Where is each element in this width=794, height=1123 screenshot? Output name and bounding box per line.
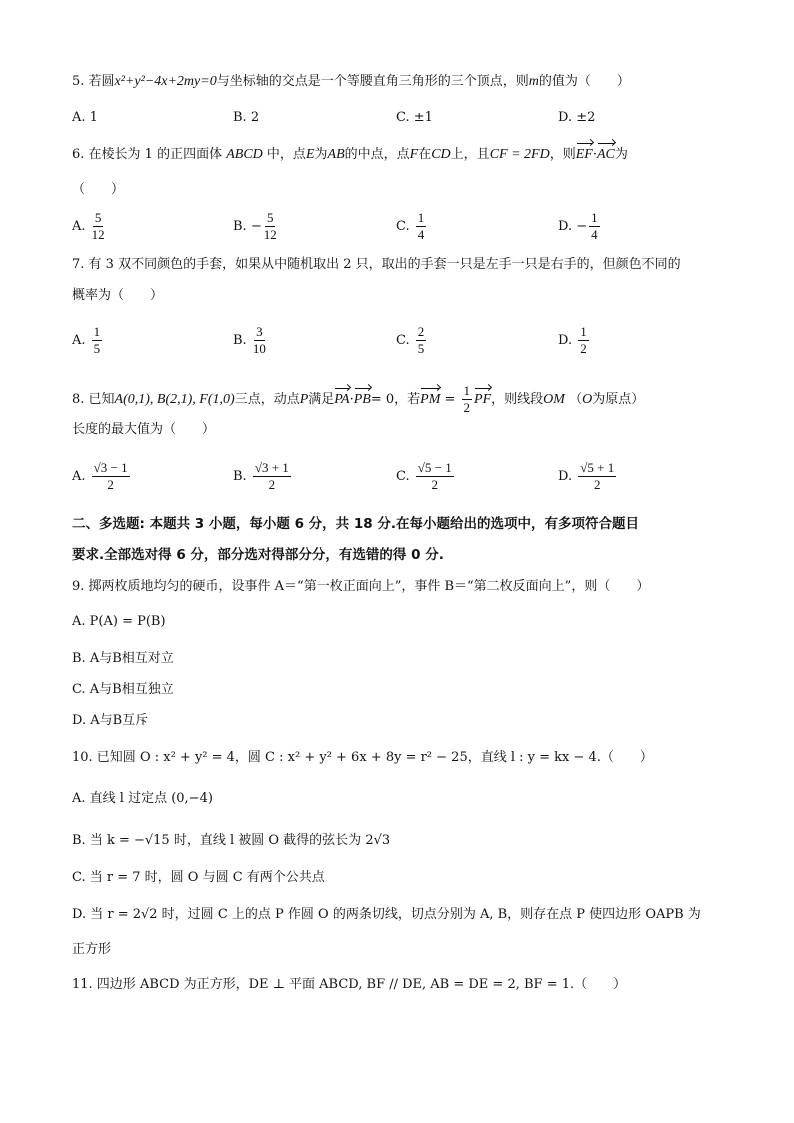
q6-cond: CF = 2FD xyxy=(489,147,550,162)
q8-option-b xyxy=(233,460,293,493)
q7-option-c xyxy=(396,324,428,357)
q8-c-label: C. xyxy=(396,469,410,484)
q6-b-label: B. xyxy=(233,219,247,234)
q7-option-b xyxy=(233,324,268,357)
q8-b-num: √3 + 1 xyxy=(254,460,289,475)
q6-f: F xyxy=(409,147,419,162)
q8-t4: = 0，若 xyxy=(370,392,421,407)
q9-option-c: C. A与B相互独立 xyxy=(72,682,174,697)
q6-d-label: D. xyxy=(558,219,573,234)
q8-half-den: 2 xyxy=(463,400,471,415)
q8-t2: 三点，动点 xyxy=(234,392,300,407)
section-2-heading-line1: 二、多选题: 本题共 3 小题，每小题 6 分，共 18 分.在每小题给出的选项中，有多项符合题目 xyxy=(72,516,639,532)
q7-c-label: C. xyxy=(396,333,410,348)
q6-vec-ef: EF xyxy=(576,145,593,165)
q8-d-num: √5 + 1 xyxy=(580,460,615,475)
q6-option-d xyxy=(558,210,602,243)
q7-c-den: 5 xyxy=(417,341,425,356)
q6-vec-ac: AC xyxy=(597,145,615,165)
q7-a-den: 5 xyxy=(93,341,101,356)
q8-option-a xyxy=(72,460,132,493)
q6-b-neg: − xyxy=(250,219,262,234)
q8-a-frac xyxy=(92,460,130,493)
q8-d-den: 2 xyxy=(593,477,601,492)
q7-b-frac xyxy=(253,324,266,357)
q6-option-c xyxy=(396,210,428,243)
q8-vec-pf: PF xyxy=(474,390,491,410)
q5-equation: x²+y²−4x+2my=0 xyxy=(114,74,217,89)
q8-om: OM xyxy=(543,392,565,407)
q6-b-den: 12 xyxy=(263,227,277,242)
q5-text: 与坐标轴的交点是一个等腰直角三角形的三个顶点，则 xyxy=(216,74,529,89)
q7-b-num: 3 xyxy=(256,324,263,339)
q6-t7: ，则 xyxy=(549,147,576,162)
question-8-line2: 长度的最大值为（ ） xyxy=(72,422,216,437)
q6-t5: 在 xyxy=(418,147,432,162)
q5-prefix: 5. 若圆 xyxy=(72,74,115,89)
question-7-line1: 7. 有 3 双不同颜色的手套，如果从中随机取出 2 只，取出的手套一只是左手一只是右手的，但颜色不同的 xyxy=(72,257,681,272)
q6-c-num: 1 xyxy=(417,210,425,225)
q6-option-a xyxy=(72,210,107,243)
q8-b-label: B. xyxy=(233,469,247,484)
q6-d-frac xyxy=(589,210,600,243)
q10-option-c: C. 当 r = 7 时，圆 O 与圆 C 有两个公共点 xyxy=(72,870,325,885)
q6-d-den: 4 xyxy=(591,227,598,242)
q8-c-num: √5 − 1 xyxy=(417,460,452,475)
q7-a-num: 1 xyxy=(93,324,101,339)
q8-d-label: D. xyxy=(558,469,573,484)
q5-tail: 的值为（ ） xyxy=(538,74,630,89)
q8-a-num: √3 − 1 xyxy=(93,460,128,475)
q8-vec-pm: PM xyxy=(420,390,440,410)
q6-d-neg: − xyxy=(576,219,588,234)
q8-t1: 8. 已知 xyxy=(72,392,115,407)
q8-c-frac xyxy=(416,460,454,493)
q9-option-b: B. A与B相互对立 xyxy=(72,651,174,666)
q8-half xyxy=(462,383,473,416)
question-7-line2: 概率为（ ） xyxy=(72,288,164,303)
q10-option-d-line2: 正方形 xyxy=(72,942,112,957)
q6-cd: CD xyxy=(431,147,451,162)
q7-option-a xyxy=(72,324,104,357)
section-2-heading-line2: 要求.全部选对得 6 分，部分选对得部分分，有选错的得 0 分. xyxy=(72,547,444,563)
q8-b-frac xyxy=(253,460,291,493)
q7-c-num: 2 xyxy=(417,324,425,339)
q8-t7: 为原点） xyxy=(592,392,645,407)
q6-tetra: ABCD xyxy=(226,147,263,162)
q10-option-b: B. 当 k = −√15 时，直线 l 被圆 O 截得的弦长为 2√3 xyxy=(72,833,391,848)
q9-option-a: A. P(A) = P(B) xyxy=(72,614,166,629)
q7-b-label: B. xyxy=(233,333,247,348)
q5-option-a: A. 1 xyxy=(72,110,98,125)
question-5-stem xyxy=(72,72,734,92)
question-10-stem: 10. 已知圆 O : x² + y² = 4，圆 C : x² + y² + 6x + 8y = r² − 25，直线 l : y = kx − 4.（ ） xyxy=(72,750,653,765)
question-6-stem xyxy=(72,145,734,165)
q8-d-frac xyxy=(578,460,616,493)
q7-d-frac xyxy=(578,324,589,357)
q7-d-label: D. xyxy=(558,333,573,348)
q8-vec-pb: PB xyxy=(354,390,371,410)
q8-option-d xyxy=(558,460,618,493)
q6-c-frac xyxy=(416,210,427,243)
q6-t2: 中，点 xyxy=(266,147,306,162)
q8-a-den: 2 xyxy=(107,477,114,492)
q8-eq: = xyxy=(444,392,456,407)
q8-half-num: 1 xyxy=(463,383,471,398)
q5-var: m xyxy=(528,74,539,89)
q8-t5: ，则线段 xyxy=(491,392,544,407)
q8-t6: （ xyxy=(569,392,583,407)
q6-c-den: 4 xyxy=(417,227,425,242)
q10-option-a: A. 直线 l 过定点 (0,−4) xyxy=(72,791,213,806)
q8-p: P xyxy=(299,392,309,407)
q6-e: E xyxy=(305,147,315,162)
q7-c-frac xyxy=(416,324,427,357)
q6-t1: 6. 在棱长为 1 的正四面体 xyxy=(72,147,223,162)
q9-option-d: D. A与B互斥 xyxy=(72,713,149,728)
q6-dot: · xyxy=(592,147,597,162)
question-9-stem: 9. 掷两枚质地均匀的硬币，设事件 A＝“第一枚正面向上”，事件 B＝“第二枚反面向上”，则（ ） xyxy=(72,579,650,594)
q8-b-den: 2 xyxy=(268,477,276,492)
q8-t3: 满足 xyxy=(308,392,335,407)
question-11-stem: 11. 四边形 ABCD 为正方形，DE ⊥ 平面 ABCD, BF // DE, AB = DE = 2, BF = 1.（ ） xyxy=(72,977,627,992)
q6-b-num: 5 xyxy=(266,210,274,225)
q6-ab: AB xyxy=(327,147,345,162)
q8-c-den: 2 xyxy=(431,477,438,492)
q6-a-label: A. xyxy=(72,219,86,234)
q8-points: A(0,1), B(2,1), F(1,0) xyxy=(114,392,235,407)
q7-d-num: 1 xyxy=(580,324,587,339)
q8-a-label: A. xyxy=(72,469,86,484)
q6-blank: （ ） xyxy=(72,182,125,197)
q8-o: O xyxy=(582,392,593,407)
q6-d-num: 1 xyxy=(591,210,598,225)
q7-b-den: 10 xyxy=(252,341,266,356)
q7-option-d xyxy=(558,324,591,357)
q6-a-den: 12 xyxy=(91,227,105,242)
q5-option-d: D. ±2 xyxy=(558,110,596,125)
q6-t8: 为 xyxy=(614,147,628,162)
q6-option-b xyxy=(233,210,279,243)
q6-b-frac xyxy=(264,210,277,243)
q5-option-c: C. ±1 xyxy=(396,110,433,125)
q8-option-c xyxy=(396,460,456,493)
q6-a-frac xyxy=(92,210,105,243)
q6-t6: 上，且 xyxy=(450,147,490,162)
q8-vec-pa: PA xyxy=(334,390,349,410)
q6-c-label: C. xyxy=(396,219,410,234)
q7-d-den: 2 xyxy=(580,341,587,356)
q6-a-num: 5 xyxy=(94,210,102,225)
q6-t4: 的中点，点 xyxy=(344,147,410,162)
q10-option-d-line1: D. 当 r = 2√2 时，过圆 C 上的点 P 作圆 O 的两条切线，切点分别为 A, B，则存在点 P 使四边形 OAPB 为 xyxy=(72,907,701,922)
q7-a-frac xyxy=(92,324,103,357)
question-8-stem: 8. 已知A(0,1), B(2,1), F(1,0)三点，动点P满足PA·PB= 0，若PM = $\frac{1}{2}$ PF，则线段OM （O为原点） xyxy=(72,383,645,415)
q7-a-label: A. xyxy=(72,333,86,348)
q6-t3: 为 xyxy=(314,147,328,162)
q5-option-b: B. 2 xyxy=(233,110,260,125)
